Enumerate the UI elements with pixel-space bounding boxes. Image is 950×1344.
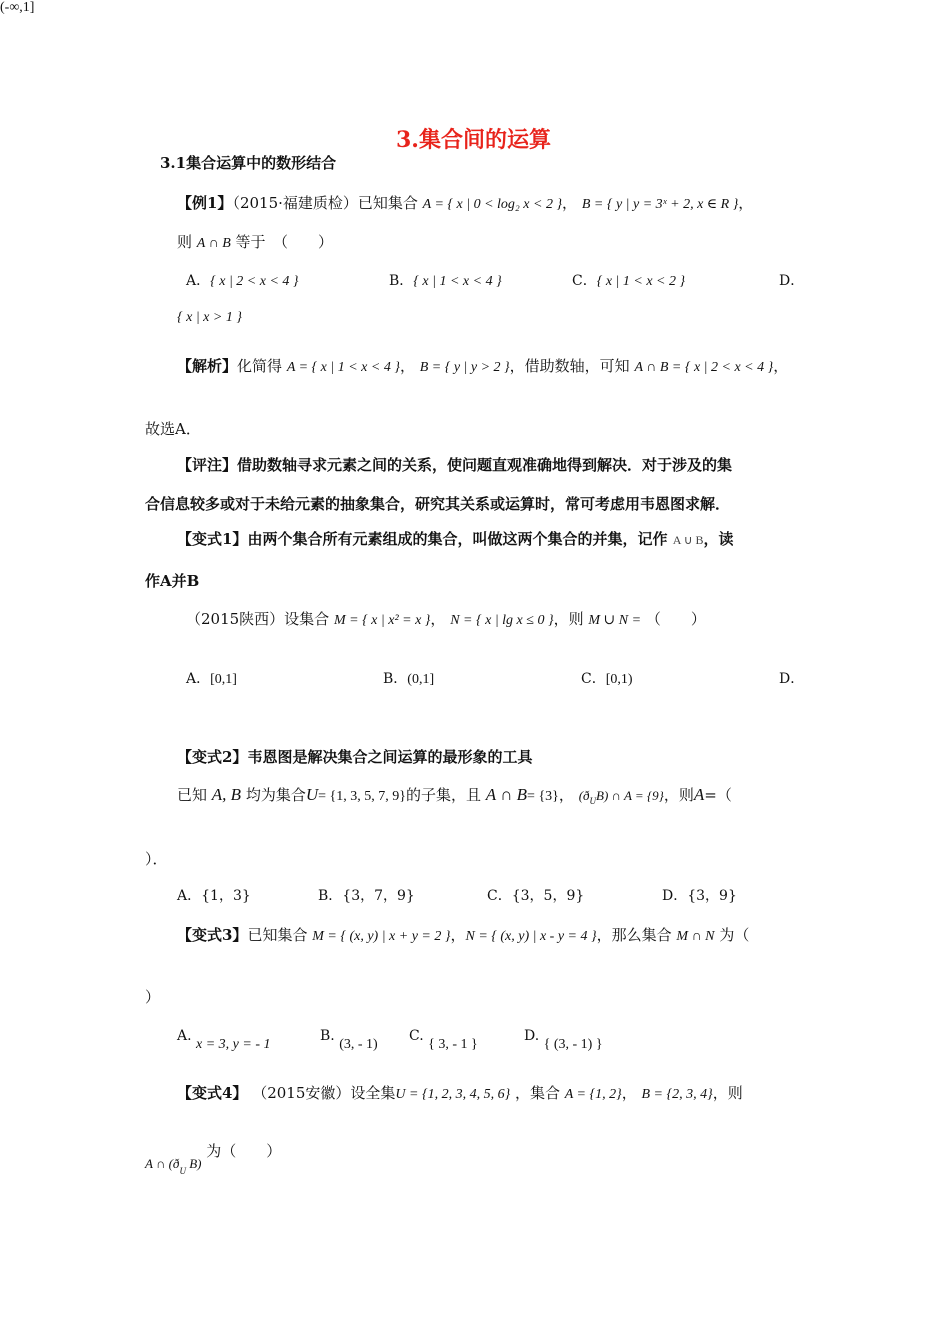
option-math: { x | 1 < x < 2 } bbox=[596, 274, 686, 289]
variant-2-aib: A ∩ B bbox=[485, 785, 528, 804]
option-math: { x | 2 < x < 4 } bbox=[210, 274, 299, 289]
example-1-sep: ， bbox=[562, 194, 578, 212]
variant-2-u: U bbox=[305, 785, 319, 804]
option-text: {3，9} bbox=[687, 888, 737, 904]
variant-1-then: ，则 bbox=[553, 610, 584, 628]
variant-2-option-d bbox=[662, 885, 737, 905]
variant-2-option-a bbox=[177, 885, 251, 905]
option-math: { (3, - 1) } bbox=[543, 1037, 603, 1052]
comment-line-2: 合信息较多或对于未给元素的抽象集合，研究其关系或运算时，常可考虑用韦恩图求解． bbox=[145, 495, 731, 513]
variant-3-set-m: M = { (x, y) | x + y = 2 } bbox=[312, 929, 451, 944]
variant-3-set-n: N = { (x, y) | x - y = 4 } bbox=[465, 929, 597, 944]
variant-1-set-n: N = { x | lg x ≤ 0 } bbox=[450, 613, 554, 628]
variant-4-p2: ，集合 bbox=[514, 1084, 560, 1102]
analysis-line bbox=[177, 355, 788, 376]
section-heading: 3.1集合运算中的数形结合 bbox=[160, 154, 337, 172]
variant-2-eq-paren: =（ bbox=[704, 786, 732, 804]
variant-1-set-m: M = { x | x² = x } bbox=[333, 613, 431, 628]
variant-2-p1: 已知 bbox=[177, 786, 208, 804]
example-1-then: 则 bbox=[177, 233, 193, 251]
option-label: A. bbox=[177, 1028, 192, 1044]
variant-1-union-expr: M ∪ N = bbox=[588, 613, 642, 628]
variant-4-tag: 【变式4】 bbox=[177, 1084, 248, 1102]
option-text: {3，5，9} bbox=[511, 888, 585, 904]
analysis-tag: 【解析】 bbox=[177, 357, 238, 375]
variant-1-line-1 bbox=[177, 528, 734, 549]
variant-3-p1: 已知集合 bbox=[247, 926, 308, 944]
variant-3-option-c bbox=[409, 1028, 478, 1052]
option-label: C． bbox=[572, 273, 597, 289]
variant-3-option-b bbox=[320, 1028, 378, 1052]
variant-4-expr: A ∩ (ð bbox=[145, 1156, 180, 1171]
comment-text-1: 借助数轴寻求元素之间的关系，使问题直观准确地得到解决．对于涉及的集 bbox=[237, 456, 733, 474]
variant-4-p4: 为（ ） bbox=[206, 1142, 282, 1160]
variant-1-text: 由两个集合所有元素组成的集合，叫做这两个集合的并集，记作 bbox=[247, 530, 668, 548]
option-math: [0,1] bbox=[210, 672, 237, 687]
option-math: { 3, - 1 } bbox=[428, 1037, 478, 1052]
example-1-option-b bbox=[389, 270, 502, 290]
variant-2-close: ）． bbox=[145, 850, 168, 868]
variant-3-tag: 【变式3】 bbox=[177, 926, 248, 944]
variant-3-option-d bbox=[524, 1028, 603, 1052]
option-label: C． bbox=[487, 888, 512, 904]
variant-2-p3: 的子集，且 bbox=[406, 786, 482, 804]
variant-3-problem bbox=[177, 924, 749, 945]
page-title: 3.集合间的运算 bbox=[396, 127, 551, 153]
example-1-end: ， bbox=[738, 194, 754, 212]
example-1-option-d-math: { x | x > 1 } bbox=[177, 310, 242, 325]
variant-4-b: B = {2, 3, 4} bbox=[641, 1087, 713, 1102]
variant-3-p3: 为（ bbox=[719, 926, 750, 944]
variant-2-option-c bbox=[487, 885, 584, 905]
option-label: A． bbox=[186, 671, 211, 687]
option-text: {3，7，9} bbox=[342, 888, 415, 904]
option-math: x = 3, y = - 1 bbox=[196, 1037, 271, 1052]
variant-2-comp-rest: B) ∩ A = {9} bbox=[596, 788, 664, 803]
variant-1-problem bbox=[186, 608, 706, 629]
variant-2-sep: ， bbox=[558, 786, 574, 804]
analysis-end: ， bbox=[773, 357, 789, 375]
example-1-tag: 【例1】 bbox=[177, 194, 233, 212]
option-label: C. bbox=[409, 1028, 424, 1044]
variant-3-option-a bbox=[177, 1028, 271, 1052]
variant-4-expression-line bbox=[145, 1140, 282, 1176]
analysis-sep: ， bbox=[399, 357, 415, 375]
variant-4-a: A = {1, 2} bbox=[564, 1087, 622, 1102]
variant-1-sep: ， bbox=[430, 610, 446, 628]
variant-1-problem-prefix: （2015陕西）设集合 bbox=[186, 610, 330, 628]
example-1-question: 等于 （ ） bbox=[235, 233, 334, 251]
variant-4-p3: ，则 bbox=[712, 1084, 743, 1102]
option-label: B. bbox=[320, 1028, 335, 1044]
example-1-line-1 bbox=[177, 192, 753, 213]
variant-1-paren: （ ） bbox=[645, 610, 706, 628]
analysis-text-1: 化简得 bbox=[237, 357, 283, 375]
analysis-math-b: B = { y | y > 2 } bbox=[419, 360, 510, 375]
variant-3-close: ） bbox=[145, 988, 161, 1006]
variant-2-option-b bbox=[318, 885, 415, 905]
variant-1-text-end: ，读 bbox=[703, 530, 734, 548]
variant-2-comp: (ð bbox=[578, 788, 590, 803]
example-1-option-c bbox=[572, 270, 685, 290]
variant-2-comp-sub: U bbox=[589, 796, 597, 806]
variant-2-ab: A, B bbox=[211, 785, 242, 804]
variant-1-option-c bbox=[581, 668, 633, 688]
example-1-source: （2015·福建质检）已知集合 bbox=[232, 194, 418, 212]
comment-tag: 【评注】 bbox=[177, 456, 238, 474]
variant-2-uset: = {1, 3, 5, 7, 9} bbox=[318, 789, 406, 804]
variant-1-tag: 【变式1】 bbox=[177, 530, 248, 548]
variant-2-a: A bbox=[693, 785, 705, 804]
variant-2-heading-line bbox=[177, 746, 532, 767]
variant-4-p1: （2015安徽）设全集 bbox=[252, 1084, 396, 1102]
option-math: (3, - 1) bbox=[339, 1037, 378, 1052]
example-1-line-2 bbox=[177, 231, 333, 252]
variant-3-sep: ， bbox=[450, 926, 466, 944]
variant-1-union: A ∪ B bbox=[672, 533, 704, 547]
analysis-conclusion: 故选A． bbox=[145, 420, 201, 438]
variant-4-problem bbox=[177, 1082, 743, 1103]
option-label: B． bbox=[318, 888, 343, 904]
variant-4-expr-sub: U bbox=[179, 1166, 186, 1176]
example-1-set-a: A = { x | 0 < log₂ x < 2 } bbox=[422, 197, 563, 212]
variant-1-option-b bbox=[383, 668, 434, 688]
variant-4-expr-rest: B) bbox=[185, 1156, 202, 1171]
variant-3-mn: M ∩ N bbox=[676, 929, 715, 944]
option-label: B． bbox=[389, 273, 414, 289]
example-1-option-d-label: D． bbox=[779, 273, 805, 289]
variant-1-option-d-math: (-∞,1] bbox=[0, 0, 35, 15]
option-label: A． bbox=[186, 273, 211, 289]
example-1-intersection: A ∩ B bbox=[196, 236, 231, 251]
variant-2-tag: 【变式2】 bbox=[177, 748, 248, 766]
example-1-option-a bbox=[186, 270, 299, 290]
analysis-math-a: A = { x | 1 < x < 4 } bbox=[286, 360, 400, 375]
option-label: C． bbox=[581, 671, 606, 687]
variant-4-u: U = {1, 2, 3, 4, 5, 6} bbox=[395, 1087, 511, 1102]
option-math: [0,1) bbox=[605, 672, 633, 687]
option-label: A． bbox=[177, 888, 202, 904]
variant-2-then: ，则 bbox=[663, 786, 694, 804]
variant-2-heading: 韦恩图是解决集合之间运算的最形象的工具 bbox=[247, 748, 533, 766]
option-label: D． bbox=[662, 888, 688, 904]
variant-4-sep: ， bbox=[621, 1084, 637, 1102]
variant-1-option-a bbox=[186, 668, 237, 688]
option-math: { x | 1 < x < 4 } bbox=[413, 274, 502, 289]
variant-1-option-d-label: D． bbox=[779, 671, 805, 687]
example-1-set-b: B = { y | y = 3ˣ + 2, x ∈ R } bbox=[581, 197, 739, 212]
variant-3-p2: ，那么集合 bbox=[596, 926, 672, 944]
variant-2-p2: 均为集合 bbox=[245, 786, 306, 804]
variant-2-aib-val: = {3} bbox=[527, 789, 559, 804]
option-math: (0,1] bbox=[407, 672, 435, 687]
analysis-text-2: ，借助数轴，可知 bbox=[509, 357, 630, 375]
option-text: {1，3} bbox=[201, 888, 251, 904]
option-label: B． bbox=[383, 671, 408, 687]
variant-2-problem bbox=[177, 784, 732, 806]
comment-line-1 bbox=[177, 454, 732, 475]
analysis-math-result: A ∩ B = { x | 2 < x < 4 } bbox=[634, 360, 774, 375]
variant-1-line-2: 作A并B bbox=[145, 572, 200, 590]
option-label: D. bbox=[524, 1028, 540, 1044]
